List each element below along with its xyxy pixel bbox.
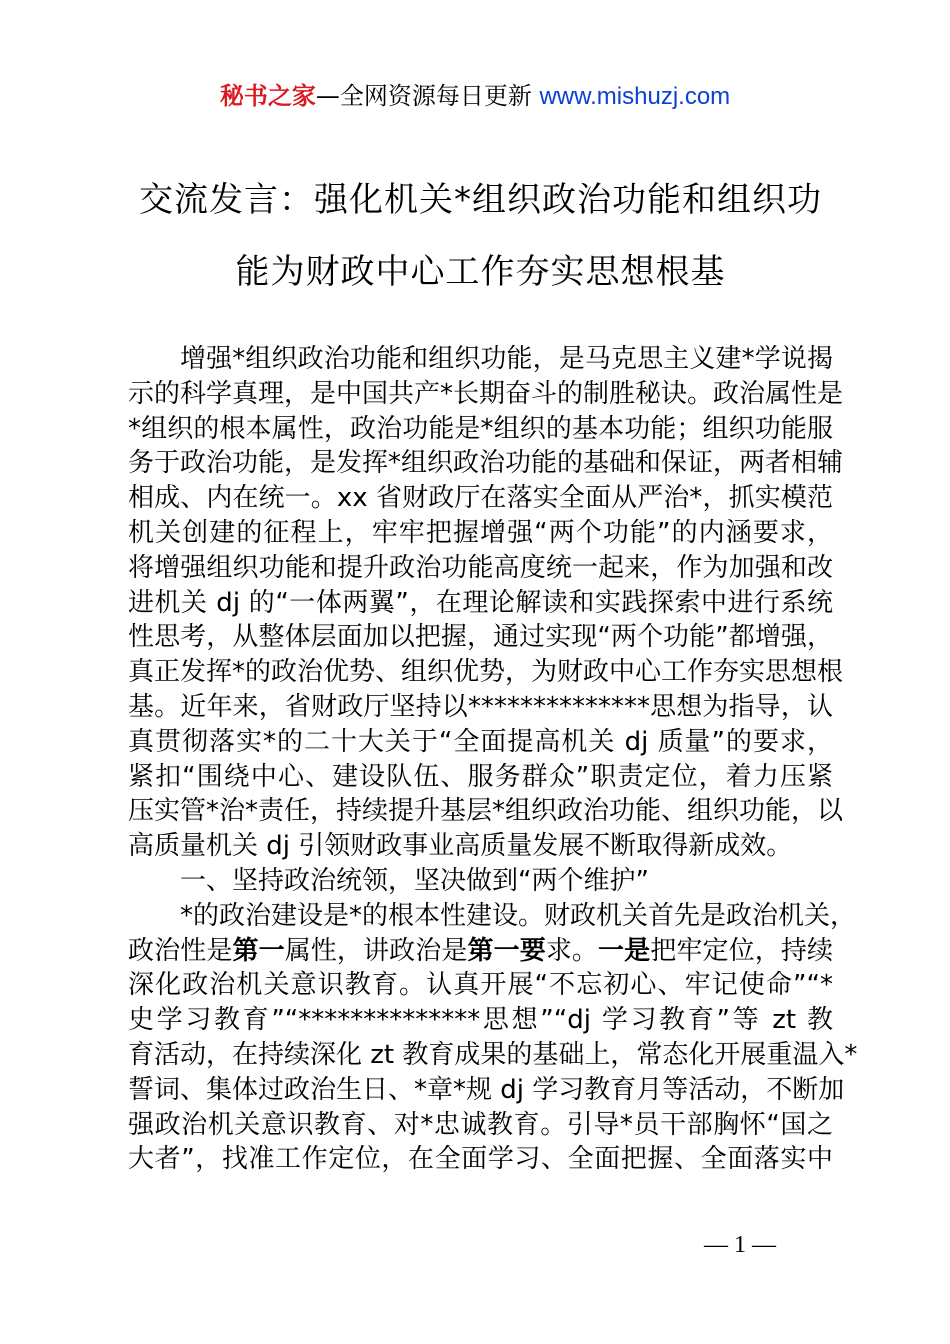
page-number: — 1 — xyxy=(704,1232,776,1258)
site-url-link[interactable]: www.mishuzj.com xyxy=(539,83,731,110)
document-title xyxy=(128,164,833,308)
body-line: 相成、内在统一。xx 省财政厅在落实全面从严治*，抓实模范 xyxy=(128,483,833,514)
body-line: 性思考，从整体层面加以把握，通过实现“两个功能”都增强， xyxy=(128,622,833,653)
body-line: 育活动，在持续深化 zt 教育成果的基础上，常态化开展重温入* xyxy=(128,1039,858,1070)
document-body xyxy=(128,342,858,1177)
title-line-1: 交流发言：强化机关*组织政治功能和组织功 xyxy=(139,180,822,220)
body-line xyxy=(128,934,833,969)
site-banner xyxy=(0,80,950,113)
body-line: 示的科学真理，是中国共产*长期奋斗的制胜秘诀。政治属性是 xyxy=(128,378,844,409)
site-tagline: —全网资源每日更新 xyxy=(315,82,540,110)
body-line: 机关创建的征程上，牢牢把握增强“两个功能”的内涵要求， xyxy=(128,517,833,548)
body-line: 大者”，找准工作定位，在全面学习、全面把握、全面落实中 xyxy=(128,1144,833,1175)
site-brand: 秘书之家 xyxy=(219,82,316,110)
body-line: *的政治建设是*的根本性建设。财政机关首先是政治机关， xyxy=(180,900,857,931)
text-segment: 属性，讲政治是 xyxy=(284,935,468,966)
body-line: 高质量机关 dj 引领财政事业高质量发展不断取得新成效。 xyxy=(128,831,793,862)
body-line: 进机关 dj 的“一体两翼”，在理论解读和实践探索中进行系统 xyxy=(128,587,833,618)
title-line-2: 能为财政中心工作夯实思想根基 xyxy=(235,252,726,292)
body-line: 史学习教育”“**************思想”“dj 学习教育”等 zt 教 xyxy=(128,1005,833,1036)
bold-text: 一是 xyxy=(598,935,651,966)
text-segment: 求。 xyxy=(545,935,599,966)
body-line: 基。近年来，省财政厅坚持以**************思想为指导，认 xyxy=(128,691,833,722)
body-line: 深化政治机关意识教育。认真开展“不忘初心、牢记使命”“* xyxy=(128,970,833,1001)
text-segment: 政治性是 xyxy=(128,935,233,966)
body-line: 增强*组织政治功能和组织功能，是马克思主义建*学说揭 xyxy=(180,344,833,374)
body-line: 紧扣“围绕中心、建设队伍、服务群众”职责定位，着力压紧 xyxy=(128,761,833,792)
bold-text: 第一要 xyxy=(467,935,546,966)
body-line: *组织的根本属性，政治功能是*组织的基本功能；组织功能服 xyxy=(128,413,833,444)
text-segment: 把牢定位，持续 xyxy=(650,935,833,966)
body-line: 一、坚持政治统领，坚决做到“两个维护” xyxy=(180,865,649,896)
body-line: 真正发挥*的政治优势、组织优势，为财政中心工作夯实思想根 xyxy=(128,657,844,688)
bold-text: 第一 xyxy=(232,935,285,966)
body-line: 压实管*治*责任，持续提升基层*组织政治功能、组织功能，以 xyxy=(128,796,844,827)
body-line: 将增强组织功能和提升政治功能高度统一起来，作为加强和改 xyxy=(128,552,833,583)
body-line: 务于政治功能，是发挥*组织政治功能的基础和保证，两者相辅 xyxy=(128,448,844,479)
body-line: 誓词、集体过政治生日、*章*规 dj 学习教育月等活动，不断加 xyxy=(128,1074,845,1105)
body-line: 强政治机关意识教育、对*忠诚教育。引导*员干部胸怀“国之 xyxy=(128,1109,833,1140)
body-line: 真贯彻落实*的二十大关于“全面提高机关 dj 质量”的要求， xyxy=(128,726,833,757)
